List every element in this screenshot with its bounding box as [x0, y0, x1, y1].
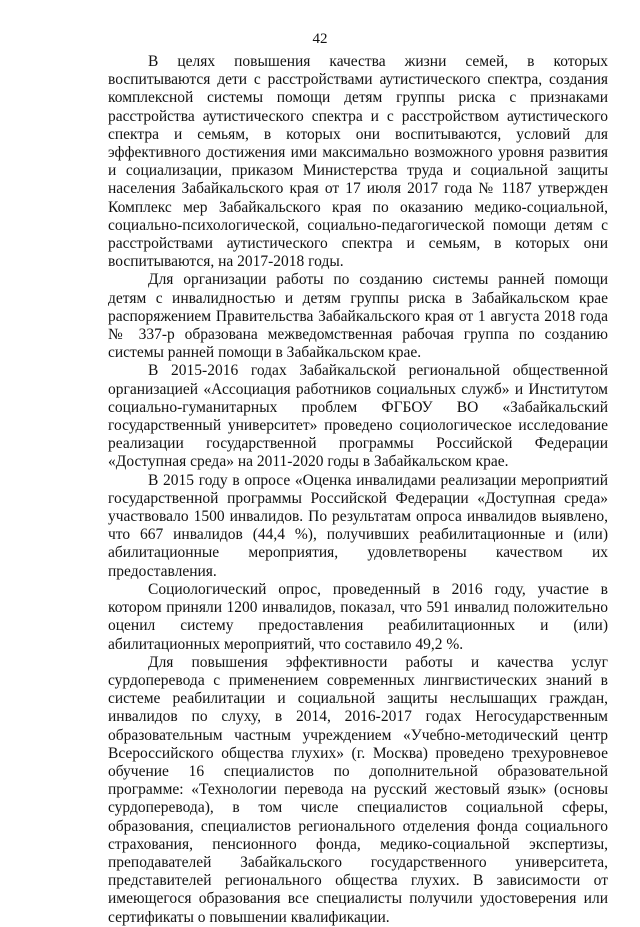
paragraph-survey-2015: В 2015 году в опросе «Оценка инвалидами реализации мероприятий государственной программы Российской Федерации «Доступная среда» участвовало 1500 инвалидов. По результатам опроса инвалидов выявлено, что 667 инвалидов (44,4 %), получивших реабилитационные и (или) абилитационные мероприятия, удовлетворены качеством их предоставления. [108, 471, 608, 580]
body-text [108, 53, 608, 927]
page-number: 42 [312, 31, 328, 47]
paragraph-early-help: Для организации работы по созданию системы ранней помощи детям с инвалидностью и детям группы риска в Забайкальском крае распоряжением Правительства Забайкальского края от 1 августа 2018 года № 337-р образована межведомственная рабочая группа по созданию системы ранней помощи в Забайкальском крае. [108, 271, 608, 362]
paragraph-sociological-study: В 2015-2016 годах Забайкальской региональной общественной организацией «Ассоциация работников социальных служб» и Институтом социально-гуманитарных проблем ФГБОУ ВО «Забайкальский государственный университет» проведено социологическое исследование реализации государственной программы Российской Федерации «Доступная среда» на 2011-2020 годы в Забайкальском крае. [108, 362, 608, 471]
paragraph-survey-2016: Социологический опрос, проведенный в 2016 году, участие в котором приняли 1200 инвалидов, показал, что 591 инвалид положительно оценил систему предоставления реабилитационных и (или) абилитационных мероприятий, что составило 49,2 %. [108, 580, 608, 653]
paragraph-autism-support: В целях повышения качества жизни семей, в которых воспитываются дети с расстройствами аутистического спектра, создания комплексной системы помощи детям группы риска с признаками расстройства аутистического спектра и с расстройством аутистического спектра и семьям, в которых они воспитываются, условий для эффективного достижения ими максимально возможного уровня развития и социализации, приказом Министерства труда и социальной защиты населения Забайкальского края от 17 июля 2017 года № 1187 утвержден Комплекс мер Забайкальского края по оказанию медико-социальной, социально-психологической, социально-педагогической помощи детям с расстройствами аутистического спектра и семьям, в которых они воспитываются, на 2017-2018 годы. [108, 53, 608, 271]
paragraph-sign-language-training: Для повышения эффективности работы и качества услуг сурдоперевода с применением современных лингвистических знаний в системе реабилитации и социальной защиты неслышащих граждан, инвалидов по слуху, в 2014, 2016-2017 годах Негосударственным образовательным частным учреждением «Учебно-методический центр Всероссийского общества глухих» (г. Москва) проведено трехуровневое обучение 16 специалистов по дополнительной образовательной программе: «Технологии перевода на русский жестовый язык» (основы сурдоперевода), в том числе специалистов социальной сферы, образования, специалистов регионального отделения фонда социального страхования, пенсионного фонда, медико-социальной экспертизы, преподавателей Забайкальского государственного университета, представителей регионального общества глухих. В зависимости от имеющегося образования все специалисты получили удостоверения или сертификаты о повышении квалификации. [108, 653, 608, 926]
